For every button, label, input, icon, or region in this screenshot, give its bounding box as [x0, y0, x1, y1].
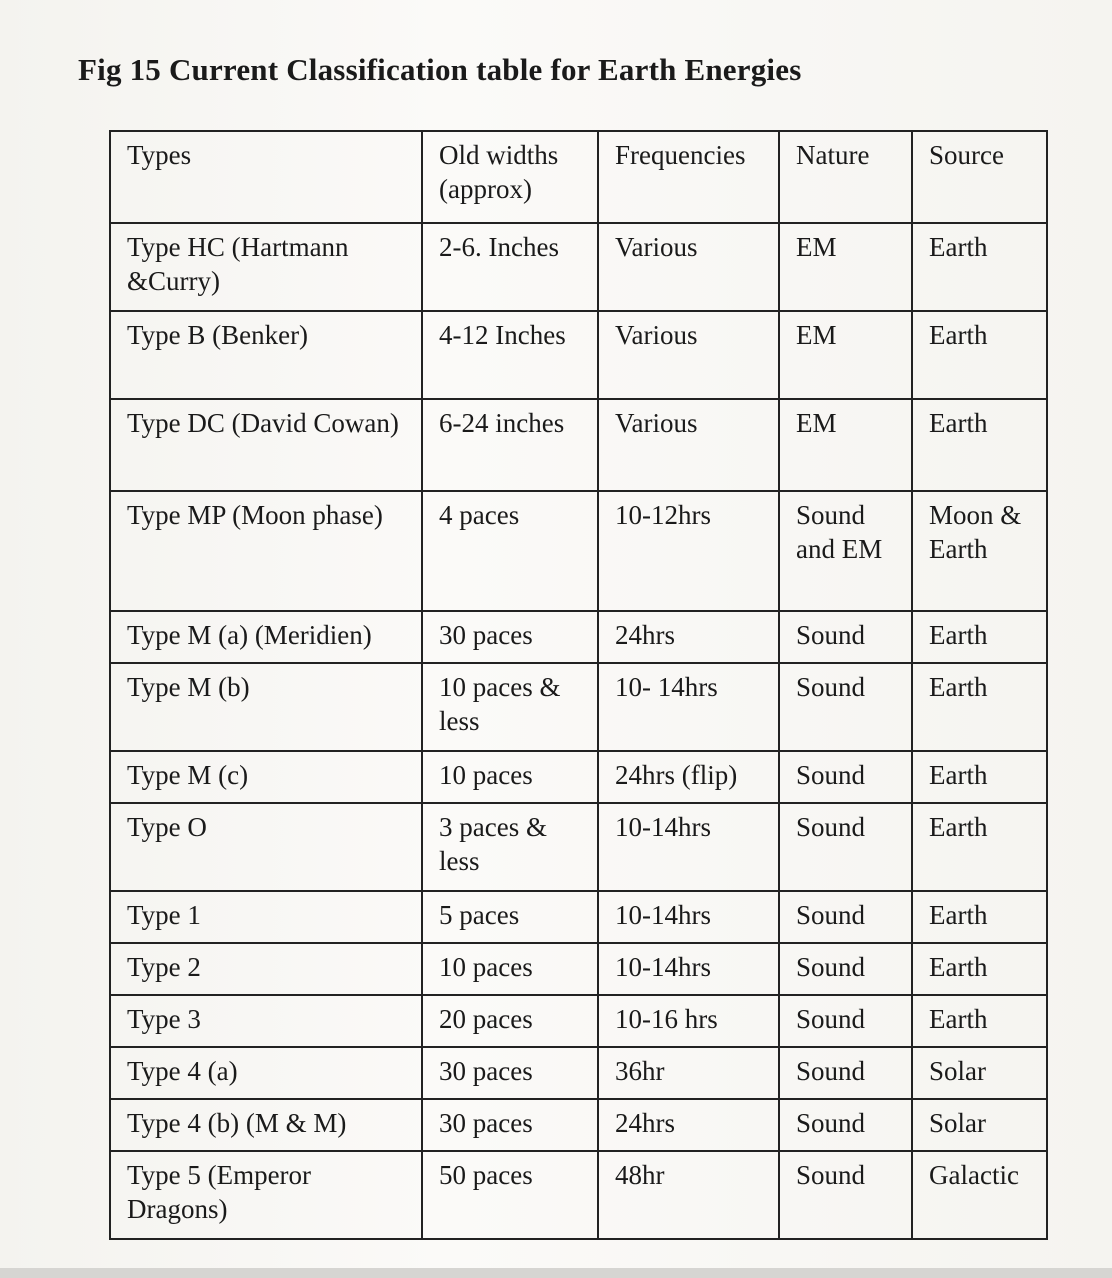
- cell-nature: Sound: [779, 995, 912, 1047]
- cell-nature: Sound: [779, 891, 912, 943]
- table-row: [110, 663, 1047, 751]
- table-row: [110, 995, 1047, 1047]
- cell-frequency: 10-14hrs: [598, 803, 779, 891]
- cell-frequency: 48hr: [598, 1151, 779, 1239]
- cell-old-width: 2-6. Inches: [422, 223, 598, 311]
- cell-old-width: 6-24 inches: [422, 399, 598, 491]
- cell-old-width: 30 paces: [422, 611, 598, 663]
- table-row: [110, 943, 1047, 995]
- table-header-row: [110, 131, 1047, 223]
- table-row: [110, 1151, 1047, 1239]
- cell-type: Type 4 (b) (M & M): [110, 1099, 422, 1151]
- table-row: [110, 803, 1047, 891]
- cell-old-width: 50 paces: [422, 1151, 598, 1239]
- table-row: [110, 751, 1047, 803]
- cell-frequency: 10-16 hrs: [598, 995, 779, 1047]
- cell-old-width: 30 paces: [422, 1047, 598, 1099]
- table-row: [110, 491, 1047, 611]
- header-source: Source: [912, 131, 1047, 223]
- cell-old-width: 5 paces: [422, 891, 598, 943]
- cell-type: Type O: [110, 803, 422, 891]
- cell-type: Type M (b): [110, 663, 422, 751]
- cell-source: Moon & Earth: [912, 491, 1047, 611]
- cell-frequency: 10-14hrs: [598, 891, 779, 943]
- cell-frequency: 10-14hrs: [598, 943, 779, 995]
- cell-source: Earth: [912, 943, 1047, 995]
- classification-table: [109, 130, 1048, 1240]
- cell-source: Earth: [912, 803, 1047, 891]
- cell-type: Type M (c): [110, 751, 422, 803]
- cell-nature: EM: [779, 399, 912, 491]
- cell-type: Type 3: [110, 995, 422, 1047]
- cell-frequency: 24hrs: [598, 1099, 779, 1151]
- table-row: [110, 399, 1047, 491]
- header-frequencies: Frequencies: [598, 131, 779, 223]
- table-row: [110, 1099, 1047, 1151]
- table-row: [110, 891, 1047, 943]
- page-bottom-edge: [0, 1268, 1112, 1278]
- cell-source: Earth: [912, 399, 1047, 491]
- cell-old-width: 4 paces: [422, 491, 598, 611]
- cell-frequency: 36hr: [598, 1047, 779, 1099]
- table-row: [110, 223, 1047, 311]
- cell-source: Earth: [912, 663, 1047, 751]
- cell-frequency: Various: [598, 399, 779, 491]
- cell-source: Earth: [912, 891, 1047, 943]
- cell-old-width: 10 paces: [422, 751, 598, 803]
- cell-frequency: Various: [598, 311, 779, 399]
- figure-title: Fig 15 Current Classification table for Earth Energies: [78, 52, 802, 87]
- cell-old-width: 20 paces: [422, 995, 598, 1047]
- cell-type: Type 2: [110, 943, 422, 995]
- header-types: Types: [110, 131, 422, 223]
- cell-source: Earth: [912, 223, 1047, 311]
- cell-nature: Sound: [779, 1047, 912, 1099]
- header-nature: Nature: [779, 131, 912, 223]
- cell-nature: Sound: [779, 803, 912, 891]
- cell-nature: Sound: [779, 1099, 912, 1151]
- cell-source: Solar: [912, 1099, 1047, 1151]
- cell-nature: Sound and EM: [779, 491, 912, 611]
- cell-frequency: 10- 14hrs: [598, 663, 779, 751]
- cell-old-width: 4-12 Inches: [422, 311, 598, 399]
- cell-nature: Sound: [779, 1151, 912, 1239]
- table-row: [110, 611, 1047, 663]
- cell-frequency: 24hrs (flip): [598, 751, 779, 803]
- cell-old-width: 10 paces: [422, 943, 598, 995]
- cell-source: Earth: [912, 995, 1047, 1047]
- cell-source: Earth: [912, 311, 1047, 399]
- cell-type: Type DC (David Cowan): [110, 399, 422, 491]
- table-row: [110, 1047, 1047, 1099]
- cell-type: Type 5 (Emperor Dragons): [110, 1151, 422, 1239]
- cell-type: Type B (Benker): [110, 311, 422, 399]
- cell-source: Earth: [912, 611, 1047, 663]
- cell-frequency: Various: [598, 223, 779, 311]
- header-old-widths: Old widths (approx): [422, 131, 598, 223]
- cell-nature: Sound: [779, 943, 912, 995]
- cell-source: Solar: [912, 1047, 1047, 1099]
- cell-old-width: 10 paces & less: [422, 663, 598, 751]
- cell-nature: Sound: [779, 611, 912, 663]
- cell-type: Type M (a) (Meridien): [110, 611, 422, 663]
- cell-source: Earth: [912, 751, 1047, 803]
- cell-type: Type HC (Hartmann &Curry): [110, 223, 422, 311]
- cell-type: Type 4 (a): [110, 1047, 422, 1099]
- cell-frequency: 24hrs: [598, 611, 779, 663]
- cell-old-width: 30 paces: [422, 1099, 598, 1151]
- cell-source: Galactic: [912, 1151, 1047, 1239]
- cell-frequency: 10-12hrs: [598, 491, 779, 611]
- cell-nature: EM: [779, 223, 912, 311]
- cell-type: Type 1: [110, 891, 422, 943]
- table-row: [110, 311, 1047, 399]
- cell-nature: Sound: [779, 751, 912, 803]
- cell-type: Type MP (Moon phase): [110, 491, 422, 611]
- cell-old-width: 3 paces & less: [422, 803, 598, 891]
- cell-nature: EM: [779, 311, 912, 399]
- cell-nature: Sound: [779, 663, 912, 751]
